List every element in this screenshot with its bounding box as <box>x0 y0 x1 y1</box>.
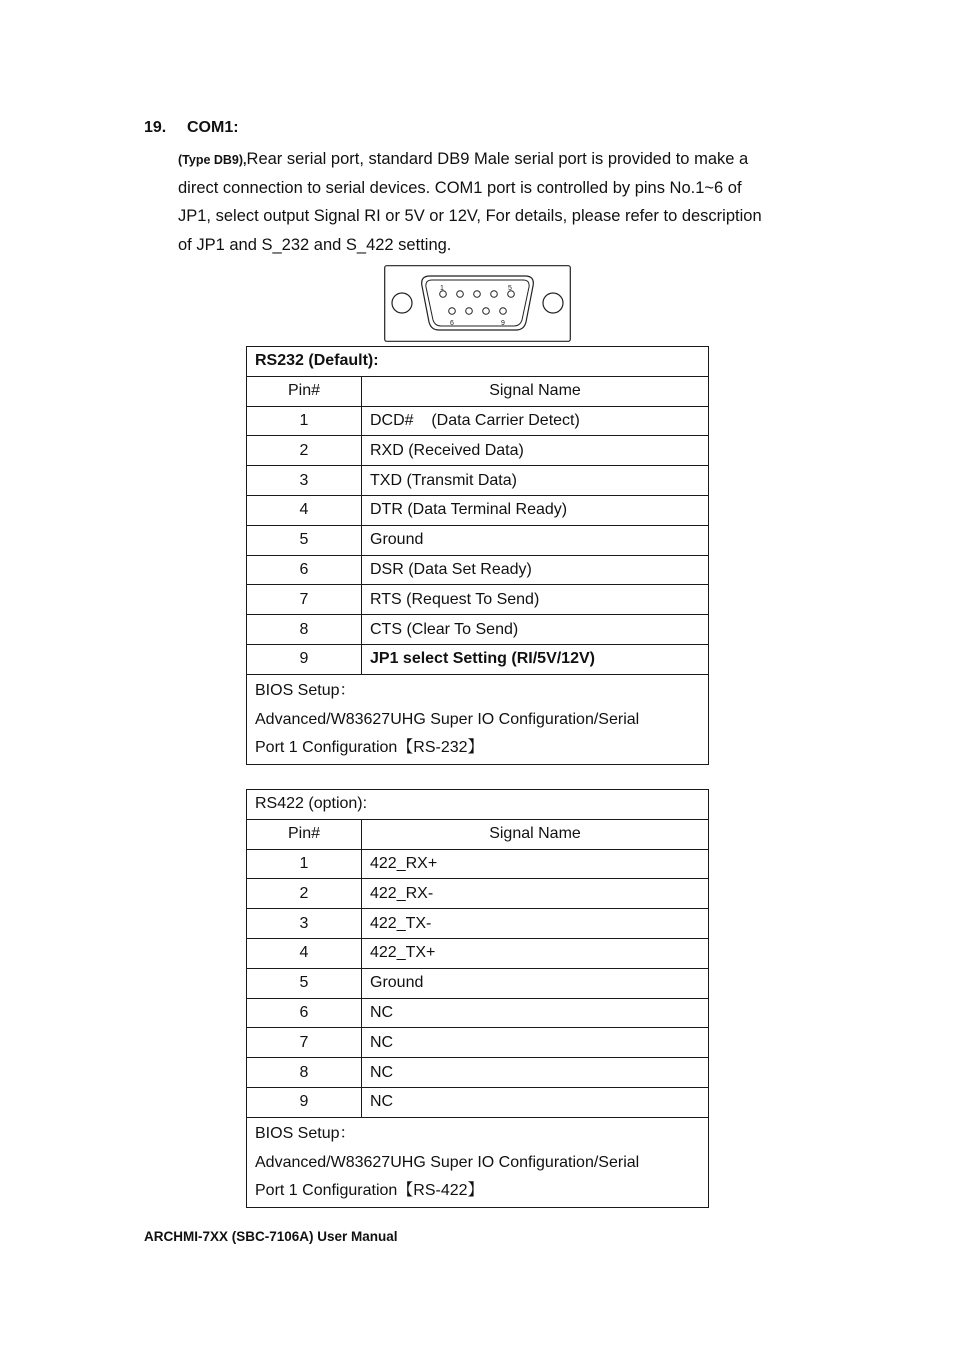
signal-name: Ground <box>362 968 709 998</box>
rs422-pin-table <box>246 789 709 1208</box>
connector-pin-7 <box>466 308 473 315</box>
table-title: RS232 (Default): <box>247 347 709 377</box>
bios-setup-option: Port 1 Configuration【RS-422】 <box>255 1182 484 1200</box>
mounting-hole-left <box>392 293 412 313</box>
pin-number: 8 <box>247 1058 362 1088</box>
bios-setup-label: BIOS Setup： <box>255 681 356 699</box>
rs232-pin-table <box>246 346 709 765</box>
section-number: 19. <box>144 119 167 136</box>
signal-name: RTS (Request To Send) <box>362 585 709 615</box>
table-row <box>247 585 709 615</box>
pin-number: 5 <box>247 525 362 555</box>
page-footer: ARCHMI-7XX (SBC-7106A) User Manual <box>144 1229 398 1244</box>
header-signal: Signal Name <box>362 819 709 849</box>
pin-number: 7 <box>247 1028 362 1058</box>
pin-number: 1 <box>247 406 362 436</box>
pin-number: 8 <box>247 615 362 645</box>
pin-number: 4 <box>247 495 362 525</box>
connector-pin-8 <box>483 308 490 315</box>
bios-setup-label: BIOS Setup： <box>255 1124 356 1142</box>
table-row <box>247 555 709 585</box>
table-title-row <box>247 790 709 820</box>
table-row <box>247 1028 709 1058</box>
pin-number: 3 <box>247 909 362 939</box>
signal-name: JP1 select Setting (RI/5V/12V) <box>362 644 709 674</box>
bios-setup-option: Port 1 Configuration【RS-232】 <box>255 739 484 757</box>
connector-pin-9 <box>500 308 507 315</box>
intro-paragraph <box>178 145 818 260</box>
bios-setup-note <box>247 1117 709 1207</box>
table-row <box>247 525 709 555</box>
signal-name: RXD (Received Data) <box>362 436 709 466</box>
table-title-row <box>247 347 709 377</box>
bios-setup-row <box>247 1117 709 1207</box>
signal-name: NC <box>362 1028 709 1058</box>
signal-name: NC <box>362 998 709 1028</box>
table-row <box>247 879 709 909</box>
connector-pin-6 <box>449 308 456 315</box>
pin-number: 9 <box>247 1087 362 1117</box>
pin-number: 6 <box>247 998 362 1028</box>
table-row <box>247 406 709 436</box>
signal-name: DTR (Data Terminal Ready) <box>362 495 709 525</box>
table-row <box>247 1058 709 1088</box>
header-signal: Signal Name <box>362 376 709 406</box>
signal-name: DSR (Data Set Ready) <box>362 555 709 585</box>
d-shell-outer <box>422 276 534 330</box>
table-row <box>247 849 709 879</box>
bios-setup-path: Advanced/W83627UHG Super IO Configuration/Serial <box>255 710 640 728</box>
section-title: COM1: <box>187 119 239 136</box>
bios-setup-note <box>247 674 709 764</box>
table-row <box>247 998 709 1028</box>
pin-label-5: 5 <box>508 285 512 292</box>
signal-name: NC <box>362 1087 709 1117</box>
pin-label-1: 1 <box>440 285 444 292</box>
pin-number: 6 <box>247 555 362 585</box>
signal-name: CTS (Clear To Send) <box>362 615 709 645</box>
table-row <box>247 436 709 466</box>
bios-setup-path: Advanced/W83627UHG Super IO Configuration/Serial <box>255 1153 640 1171</box>
type-tag: (Type DB9), <box>178 153 247 167</box>
section-heading <box>144 119 239 137</box>
table-header-row <box>247 819 709 849</box>
pin-number: 7 <box>247 585 362 615</box>
header-pin: Pin# <box>247 819 362 849</box>
table-row <box>247 495 709 525</box>
pin-number: 3 <box>247 466 362 496</box>
intro-line-3: JP1, select output Signal RI or 5V or 12V, For details, please refer to description <box>178 207 762 226</box>
pin-number: 2 <box>247 436 362 466</box>
signal-name: 422_TX+ <box>362 938 709 968</box>
connector-pin-3 <box>474 291 481 298</box>
bios-setup-row <box>247 674 709 764</box>
table-row <box>247 938 709 968</box>
signal-name: DCD# (Data Carrier Detect) <box>362 406 709 436</box>
signal-name: Ground <box>362 525 709 555</box>
table-row <box>247 644 709 674</box>
connector-pin-2 <box>457 291 464 298</box>
pin-number: 9 <box>247 644 362 674</box>
intro-line-4: of JP1 and S_232 and S_422 setting. <box>178 236 452 255</box>
table-title: RS422 (option): <box>247 790 709 820</box>
table-row <box>247 466 709 496</box>
pin-number: 2 <box>247 879 362 909</box>
signal-name: 422_RX+ <box>362 849 709 879</box>
signal-name: TXD (Transmit Data) <box>362 466 709 496</box>
pin-number: 1 <box>247 849 362 879</box>
pin-label-9: 9 <box>501 320 505 327</box>
signal-name: NC <box>362 1058 709 1088</box>
pin-label-6: 6 <box>450 320 454 327</box>
connector-pin-4 <box>491 291 498 298</box>
db9-connector-diagram <box>384 265 571 342</box>
pin-number: 5 <box>247 968 362 998</box>
table-row <box>247 909 709 939</box>
table-header-row <box>247 376 709 406</box>
table-row <box>247 615 709 645</box>
pin-number: 4 <box>247 938 362 968</box>
signal-name: 422_RX- <box>362 879 709 909</box>
table-row <box>247 968 709 998</box>
signal-name: 422_TX- <box>362 909 709 939</box>
mounting-hole-right <box>543 293 563 313</box>
table-row <box>247 1087 709 1117</box>
intro-line-1: Rear serial port, standard DB9 Male serial port is provided to make a <box>246 150 749 168</box>
header-pin: Pin# <box>247 376 362 406</box>
intro-line-2: direct connection to serial devices. COM1 port is controlled by pins No.1~6 of <box>178 178 742 197</box>
